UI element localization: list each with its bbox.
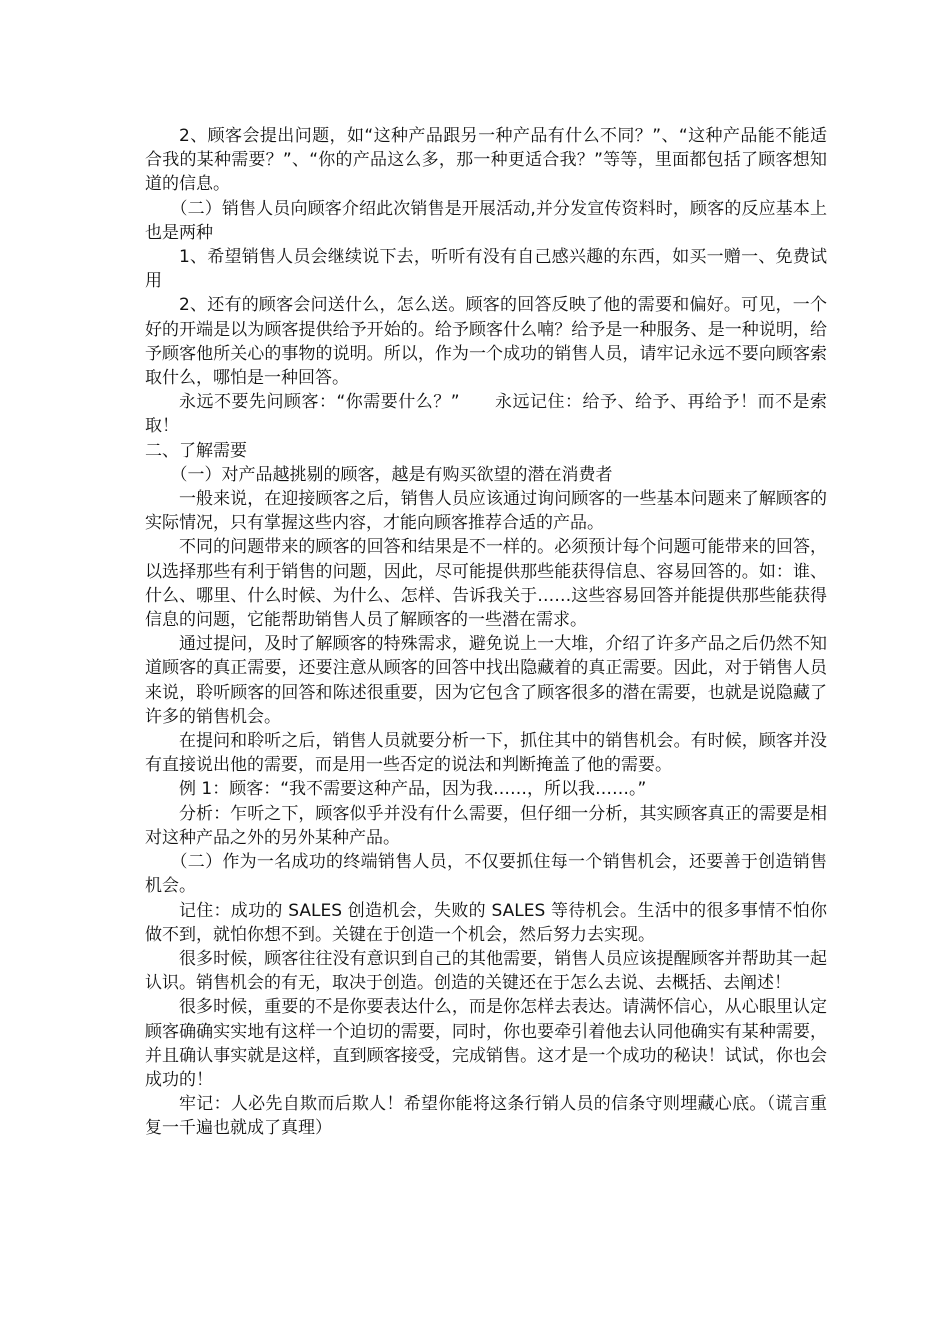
paragraph: 不同的问题带来的顾客的回答和结果是不一样的。必须预计每个问题可能带来的回答，以选择那些有利于销售的问题，因此，尽可能提供那些能获得信息、容易回答的。如：谁、什么、哪里、什么时候、为什么、怎样、告诉我关于……这些容易回答并能提供那些能获得信息的问题，它能帮助销售人员了解顾客的一些潜在需求。	[145, 537, 827, 631]
paragraph: 通过提问，及时了解顾客的特殊需求，避免说上一大堆，介绍了许多产品之后仍然不知道顾客的真正需要，还要注意从顾客的回答中找出隐藏着的真正需要。因此，对于销售人员来说，聆听顾客的回答和陈述很重要，因为它包含了顾客很多的潜在需要，也就是说隐藏了许多的销售机会。	[145, 634, 827, 727]
paragraph: 一般来说，在迎接顾客之后，销售人员应该通过询问顾客的一些基本问题来了解顾客的实际情况，只有掌握这些内容，才能向顾客推荐合适的产品。	[145, 489, 827, 534]
section-heading: 二、了解需要	[145, 440, 247, 461]
document-body	[145, 124, 827, 1141]
paragraph: 很多时候，重要的不是你要表达什么，而是你怎样去表达。请满怀信心，从心眼里认定顾客确确实实地有这样一个迫切的需要，同时，你也要牵引着他去认同他确实有某种需要，并且确认事实就是这样，直到顾客接受，完成销售。这才是一个成功的秘诀！试试，你也会成功的！	[145, 997, 827, 1090]
paragraph: 在提问和聆听之后，销售人员就要分析一下，抓住其中的销售机会。有时候，顾客并没有直接说出他的需要，而是用一些否定的说法和判断掩盖了他的需要。	[145, 731, 827, 776]
subsection-heading: （一）对产品越挑剔的顾客，越是有购买欲望的潜在消费者	[170, 464, 613, 485]
analysis-paragraph: 分析：乍听之下，顾客似乎并没有什么需要，但仔细一分析，其实顾客真正的需要是相对这种产品之外的另外某种产品。	[145, 803, 827, 848]
paragraph: （二）销售人员向顾客介绍此次销售是开展活动,并分发宣传资料时，顾客的反应基本上也是两种	[145, 198, 827, 243]
paragraph: 1、希望销售人员会继续说下去，听听有没有自己感兴趣的东西，如买一赠一、免费试用	[145, 247, 827, 292]
subsection-heading: （二）作为一名成功的终端销售人员，不仅要抓住每一个销售机会，还要善于创造销售机会。	[145, 852, 827, 897]
paragraph: 牢记：人必先自欺而后欺人！希望你能将这条行销人员的信条守则埋藏心底。（谎言重复一千遍也就成了真理）	[145, 1094, 827, 1139]
example-line: 例 1：顾客：“我不需要这种产品，因为我……，所以我……。”	[179, 779, 647, 800]
paragraph: 很多时候，顾客往往没有意识到自己的其他需要，销售人员应该提醒顾客并帮助其一起认识。销售机会的有无，取决于创造。创造的关键还在于怎么去说、去概括、去阐述！	[145, 948, 827, 994]
paragraph: 永远不要先问顾客：“你需要什么？” 永远记住：给予、给予、再给予！而不是索取！	[145, 392, 827, 437]
paragraph: 2、顾客会提出问题，如“这种产品跟另一种产品有什么不同？”、“这种产品能不能适合我的某种需要？”、“你的产品这么多，那一种更适合我？”等等，里面都包括了顾客想知道的信息。	[145, 126, 827, 195]
paragraph: 记住：成功的 SALES 创造机会，失败的 SALES 等待机会。生活中的很多事情不怕你做不到，就怕你想不到。关键在于创造一个机会，然后努力去实现。	[145, 900, 827, 945]
paragraph: 2、还有的顾客会问送什么，怎么送。顾客的回答反映了他的需要和偏好。可见，一个好的开端是以为顾客提供给予开始的。给予顾客什么喃？给予是一种服务、是一种说明，给予顾客他所关心的事物的说明。所以，作为一个成功的销售人员，请牢记永远不要向顾客索取什么，哪怕是一种回答。	[145, 295, 827, 389]
